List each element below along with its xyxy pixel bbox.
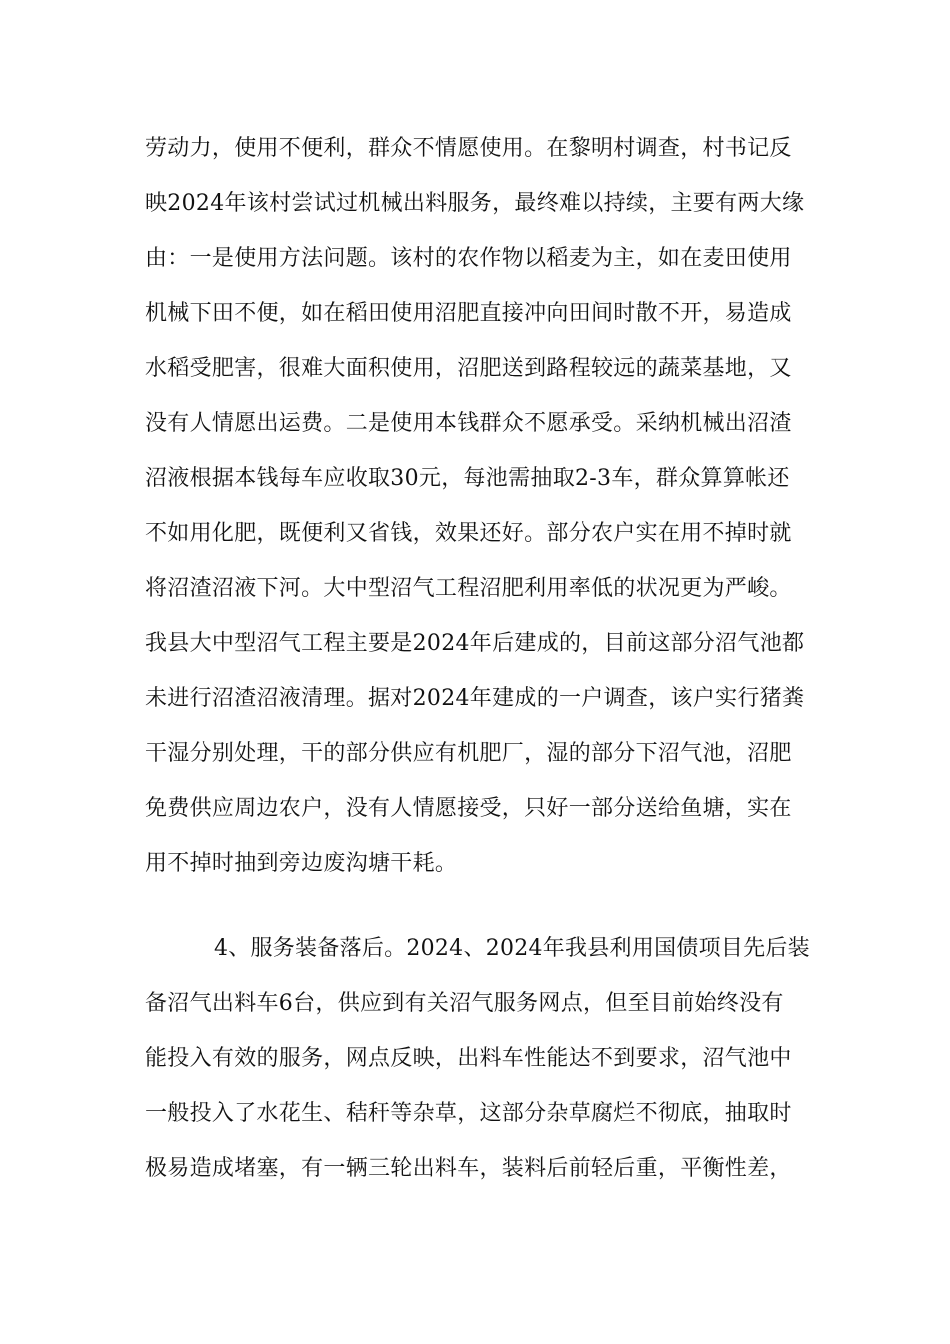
text-line: 映2024年该村尝试过机械出料服务，最终难以持续，主要有两大缘 — [145, 191, 805, 216]
text-line: 由：一是使用方法问题。该村的农作物以稻麦为主，如在麦田使用 — [145, 246, 792, 271]
text-line: 机械下田不便，如在稻田使用沼肥直接冲向田间时散不开，易造成 — [145, 301, 792, 326]
text-line: 4、服务装备落后。2024、2024年我县利用国债项目先后装 — [214, 936, 810, 961]
text-line: 免费供应周边农户，没有人情愿接受，只好一部分送给鱼塘，实在 — [145, 796, 792, 821]
text-line: 水稻受肥害，很难大面积使用，沼肥送到路程较远的蔬菜基地，又 — [145, 356, 792, 381]
text-line: 能投入有效的服务，网点反映，出料车性能达不到要求，沼气池中 — [145, 1046, 792, 1071]
text-line: 极易造成堵塞，有一辆三轮出料车，装料后前轻后重，平衡性差， — [145, 1156, 792, 1181]
text-line: 不如用化肥，既便利又省钱，效果还好。部分农户实在用不掉时就 — [145, 521, 792, 546]
text-line: 一般投入了水花生、秸秆等杂草，这部分杂草腐烂不彻底，抽取时 — [145, 1101, 792, 1126]
text-line: 将沼渣沼液下河。大中型沼气工程沼肥利用率低的状况更为严峻。 — [145, 576, 792, 601]
text-line: 我县大中型沼气工程主要是2024年后建成的，目前这部分沼气池都 — [145, 631, 805, 656]
text-line: 未进行沼渣沼液清理。据对2024年建成的一户调查，该户实行猪粪 — [145, 686, 805, 711]
text-line: 用不掉时抽到旁边废沟塘干耗。 — [145, 851, 458, 876]
text-line: 劳动力，使用不便利，群众不情愿使用。在黎明村调查，村书记反 — [145, 136, 792, 161]
text-line: 沼液根据本钱每车应收取30元，每池需抽取2-3车，群众算算帐还 — [145, 466, 790, 491]
text-line: 没有人情愿出运费。二是使用本钱群众不愿承受。采纳机械出沼渣 — [145, 411, 792, 436]
text-line: 备沼气出料车6台，供应到有关沼气服务网点，但至目前始终没有 — [145, 991, 784, 1016]
text-line: 干湿分别处理，干的部分供应有机肥厂，湿的部分下沼气池，沼肥 — [145, 741, 792, 766]
